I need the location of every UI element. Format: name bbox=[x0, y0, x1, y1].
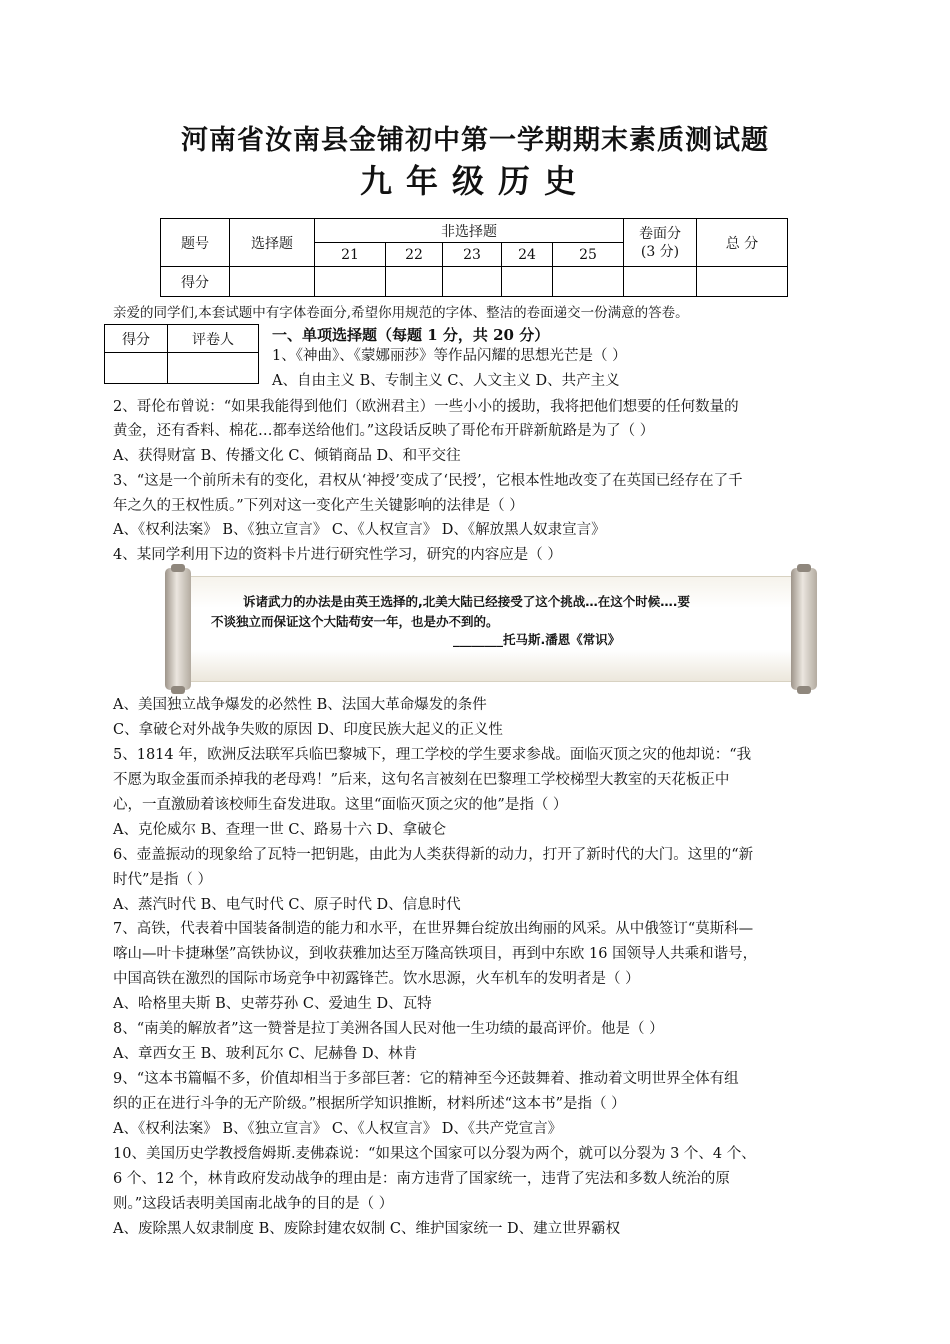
score-table-qnum-label: 题号 bbox=[161, 219, 230, 267]
score-table-q25: 25 bbox=[553, 243, 624, 267]
score-cell-q25 bbox=[553, 267, 624, 297]
score-table-q23: 23 bbox=[443, 243, 502, 267]
score-cell-q22 bbox=[386, 267, 443, 297]
score-table bbox=[160, 218, 788, 297]
scroll-rod-left bbox=[165, 568, 191, 690]
q10-line3: 则。”这段话表明美国南北战争的目的是（ ） bbox=[113, 1196, 394, 1212]
q6-options: A、蒸汽时代 B、电气时代 C、原子时代 D、信息时代 bbox=[113, 897, 461, 913]
q2-line1: 2、哥伦布曾说：“如果我能得到他们（欧洲君主）一些小小的援助，我将把他们想要的任何数量的 bbox=[113, 399, 739, 415]
score-table-q24: 24 bbox=[502, 243, 553, 267]
score-cell-neatness bbox=[624, 267, 697, 297]
q4-card-source: ________托马斯.潘恩《常识》 bbox=[453, 632, 621, 647]
q4-material-scroll bbox=[165, 568, 817, 690]
score-cell-q24 bbox=[502, 267, 553, 297]
neatness-label-line2: (3 分) bbox=[640, 243, 680, 260]
q4-options-1: A、美国独立战争爆发的必然性 B、法国大革命爆发的条件 bbox=[113, 697, 487, 713]
grader-reviewer-label: 评卷人 bbox=[168, 325, 259, 353]
score-table-q22: 22 bbox=[386, 243, 443, 267]
q8-options: A、章西女王 B、玻利瓦尔 C、尼赫鲁 D、林肯 bbox=[113, 1046, 418, 1062]
q4-line1: 4、某同学利用下边的资料卡片进行研究性学习，研究的内容应是（ ） bbox=[113, 547, 562, 563]
score-table-q21: 21 bbox=[315, 243, 386, 267]
q6-line1: 6、壶盖振动的现象给了瓦特一把钥匙，由此为人类获得新的动力，打开了新时代的大门。这里的“新 bbox=[113, 847, 754, 863]
neatness-label-line1: 卷面分 bbox=[639, 225, 681, 242]
q3-line2: 年之久的王权性质。”下列对这一变化产生关键影响的法律是（ ） bbox=[113, 498, 524, 514]
q7-line2: 喀山—叶卡捷琳堡”高铁协议，到收获雅加达至万隆高铁项目，再到中东欧 16 国领导人共乘和谐号， bbox=[113, 946, 758, 962]
q5-options: A、克伦威尔 B、查理一世 C、路易十六 D、拿破仑 bbox=[113, 822, 447, 838]
exam-subtitle: 九年级历史 bbox=[359, 162, 590, 200]
score-cell-q23 bbox=[443, 267, 502, 297]
grader-score-cell bbox=[105, 353, 168, 384]
q4-card-line2: 不谈独立而保证这个大陆苟安一年，也是办不到的。 bbox=[211, 614, 499, 629]
exam-title: 河南省汝南县金铺初中第一学期期末素质测试题 bbox=[181, 125, 769, 156]
scroll-cap bbox=[797, 564, 811, 572]
intro-text: 亲爱的同学们,本套试题中有字体卷面分,希望你用规范的字体、整洁的卷面递交一份满意的答卷。 bbox=[113, 305, 689, 321]
q1-stem: 1、《神曲》、《蒙娜丽莎》等作品闪耀的思想光芒是（ ） bbox=[272, 348, 627, 364]
score-table-total-label: 总 分 bbox=[697, 219, 788, 267]
q5-line3: 心，一直激励着该校师生奋发进取。这里“面临灭顶之灾的他”是指（ ） bbox=[113, 797, 568, 813]
scroll-cap bbox=[797, 686, 811, 694]
grader-score-label: 得分 bbox=[105, 325, 168, 353]
score-table-neatness-label bbox=[624, 219, 697, 267]
q9-options: A、《权利法案》 B、《独立宣言》 C、《人权宣言》 D、《共产党宣言》 bbox=[113, 1121, 563, 1137]
score-table-choice-label: 选择题 bbox=[230, 219, 315, 267]
q8-line1: 8、“南美的解放者”这一赞誉是拉丁美洲各国人民对他一生功绩的最高评价。他是（ ） bbox=[113, 1021, 664, 1037]
q9-line1: 9、“这本书篇幅不多，价值却相当于多部巨著：它的精神至今还鼓舞着、推动着文明世界全体有组 bbox=[113, 1071, 739, 1087]
q7-line1: 7、高铁，代表着中国装备制造的能力和水平，在世界舞台绽放出绚丽的风采。从中俄签订“莫斯科— bbox=[113, 921, 754, 937]
q10-line1: 10、美国历史学教授詹姆斯.麦佛森说：“如果这个国家可以分裂为两个，就可以分裂为 3 个、4 个、 bbox=[113, 1146, 756, 1162]
q5-line1: 5、1814 年，欧洲反法联军兵临巴黎城下，理工学校的学生要求参战。面临灭顶之灾的他却说：“我 bbox=[113, 747, 752, 763]
grader-reviewer-cell bbox=[168, 353, 259, 384]
q4-card-line1: 诉诸武力的办法是由英王选择的,北美大陆已经接受了这个挑战…在这个时候….要 bbox=[243, 594, 690, 609]
scroll-cap bbox=[171, 564, 185, 572]
score-cell-choice bbox=[230, 267, 315, 297]
q1-options: A、自由主义 B、专制主义 C、人文主义 D、共产主义 bbox=[272, 373, 620, 389]
q7-line3: 中国高铁在激烈的国际市场竞争中初露锋芒。饮水思源，火车机车的发明者是（ ） bbox=[113, 971, 640, 987]
grader-table bbox=[104, 324, 259, 384]
q10-options: A、废除黑人奴隶制度 B、废除封建农奴制 C、维护国家统一 D、建立世界霸权 bbox=[113, 1221, 621, 1237]
q10-line2: 6 个、12 个，林肯政府发动战争的理由是：南方违背了国家统一，违背了宪法和多数人统治的原 bbox=[113, 1171, 730, 1187]
q7-options: A、哈格里夫斯 B、史蒂芬孙 C、爱迪生 D、瓦特 bbox=[113, 996, 432, 1012]
score-table-nonchoice-label: 非选择题 bbox=[315, 219, 624, 243]
score-cell-total bbox=[697, 267, 788, 297]
scroll-cap bbox=[171, 686, 185, 694]
q9-line2: 织的正在进行斗争的无产阶级。”根据所学知识推断，材料所述“这本书”是指（ ） bbox=[113, 1096, 626, 1112]
q6-line2: 时代”是指（ ） bbox=[113, 872, 213, 888]
q3-options: A、《权利法案》 B、《独立宣言》 C、《人权宣言》 D、《解放黑人奴隶宣言》 bbox=[113, 522, 606, 538]
q2-line2: 黄金，还有香料、棉花…都奉送给他们。”这段话反映了哥伦布开辟新航路是为了（ ） bbox=[113, 423, 655, 439]
q3-line1: 3、“这是一个前所未有的变化，君权从‘神授’变成了‘民授’，它根本性地改变了在英国已经存在了千 bbox=[113, 473, 743, 489]
score-table-score-label: 得分 bbox=[161, 267, 230, 297]
score-cell-q21 bbox=[315, 267, 386, 297]
q4-options-2: C、拿破仑对外战争失败的原因 D、印度民族大起义的正义性 bbox=[113, 722, 503, 738]
section-title: 一、单项选择题（每题 1 分，共 20 分） bbox=[272, 326, 550, 344]
q5-line2: 不愿为取金蛋而杀掉我的老母鸡！”后来，这句名言被刻在巴黎理工学校梯型大教室的天花板正中 bbox=[113, 772, 730, 788]
scroll-rod-right bbox=[791, 568, 817, 690]
q2-options: A、获得财富 B、传播文化 C、倾销商品 D、和平交往 bbox=[113, 448, 461, 464]
